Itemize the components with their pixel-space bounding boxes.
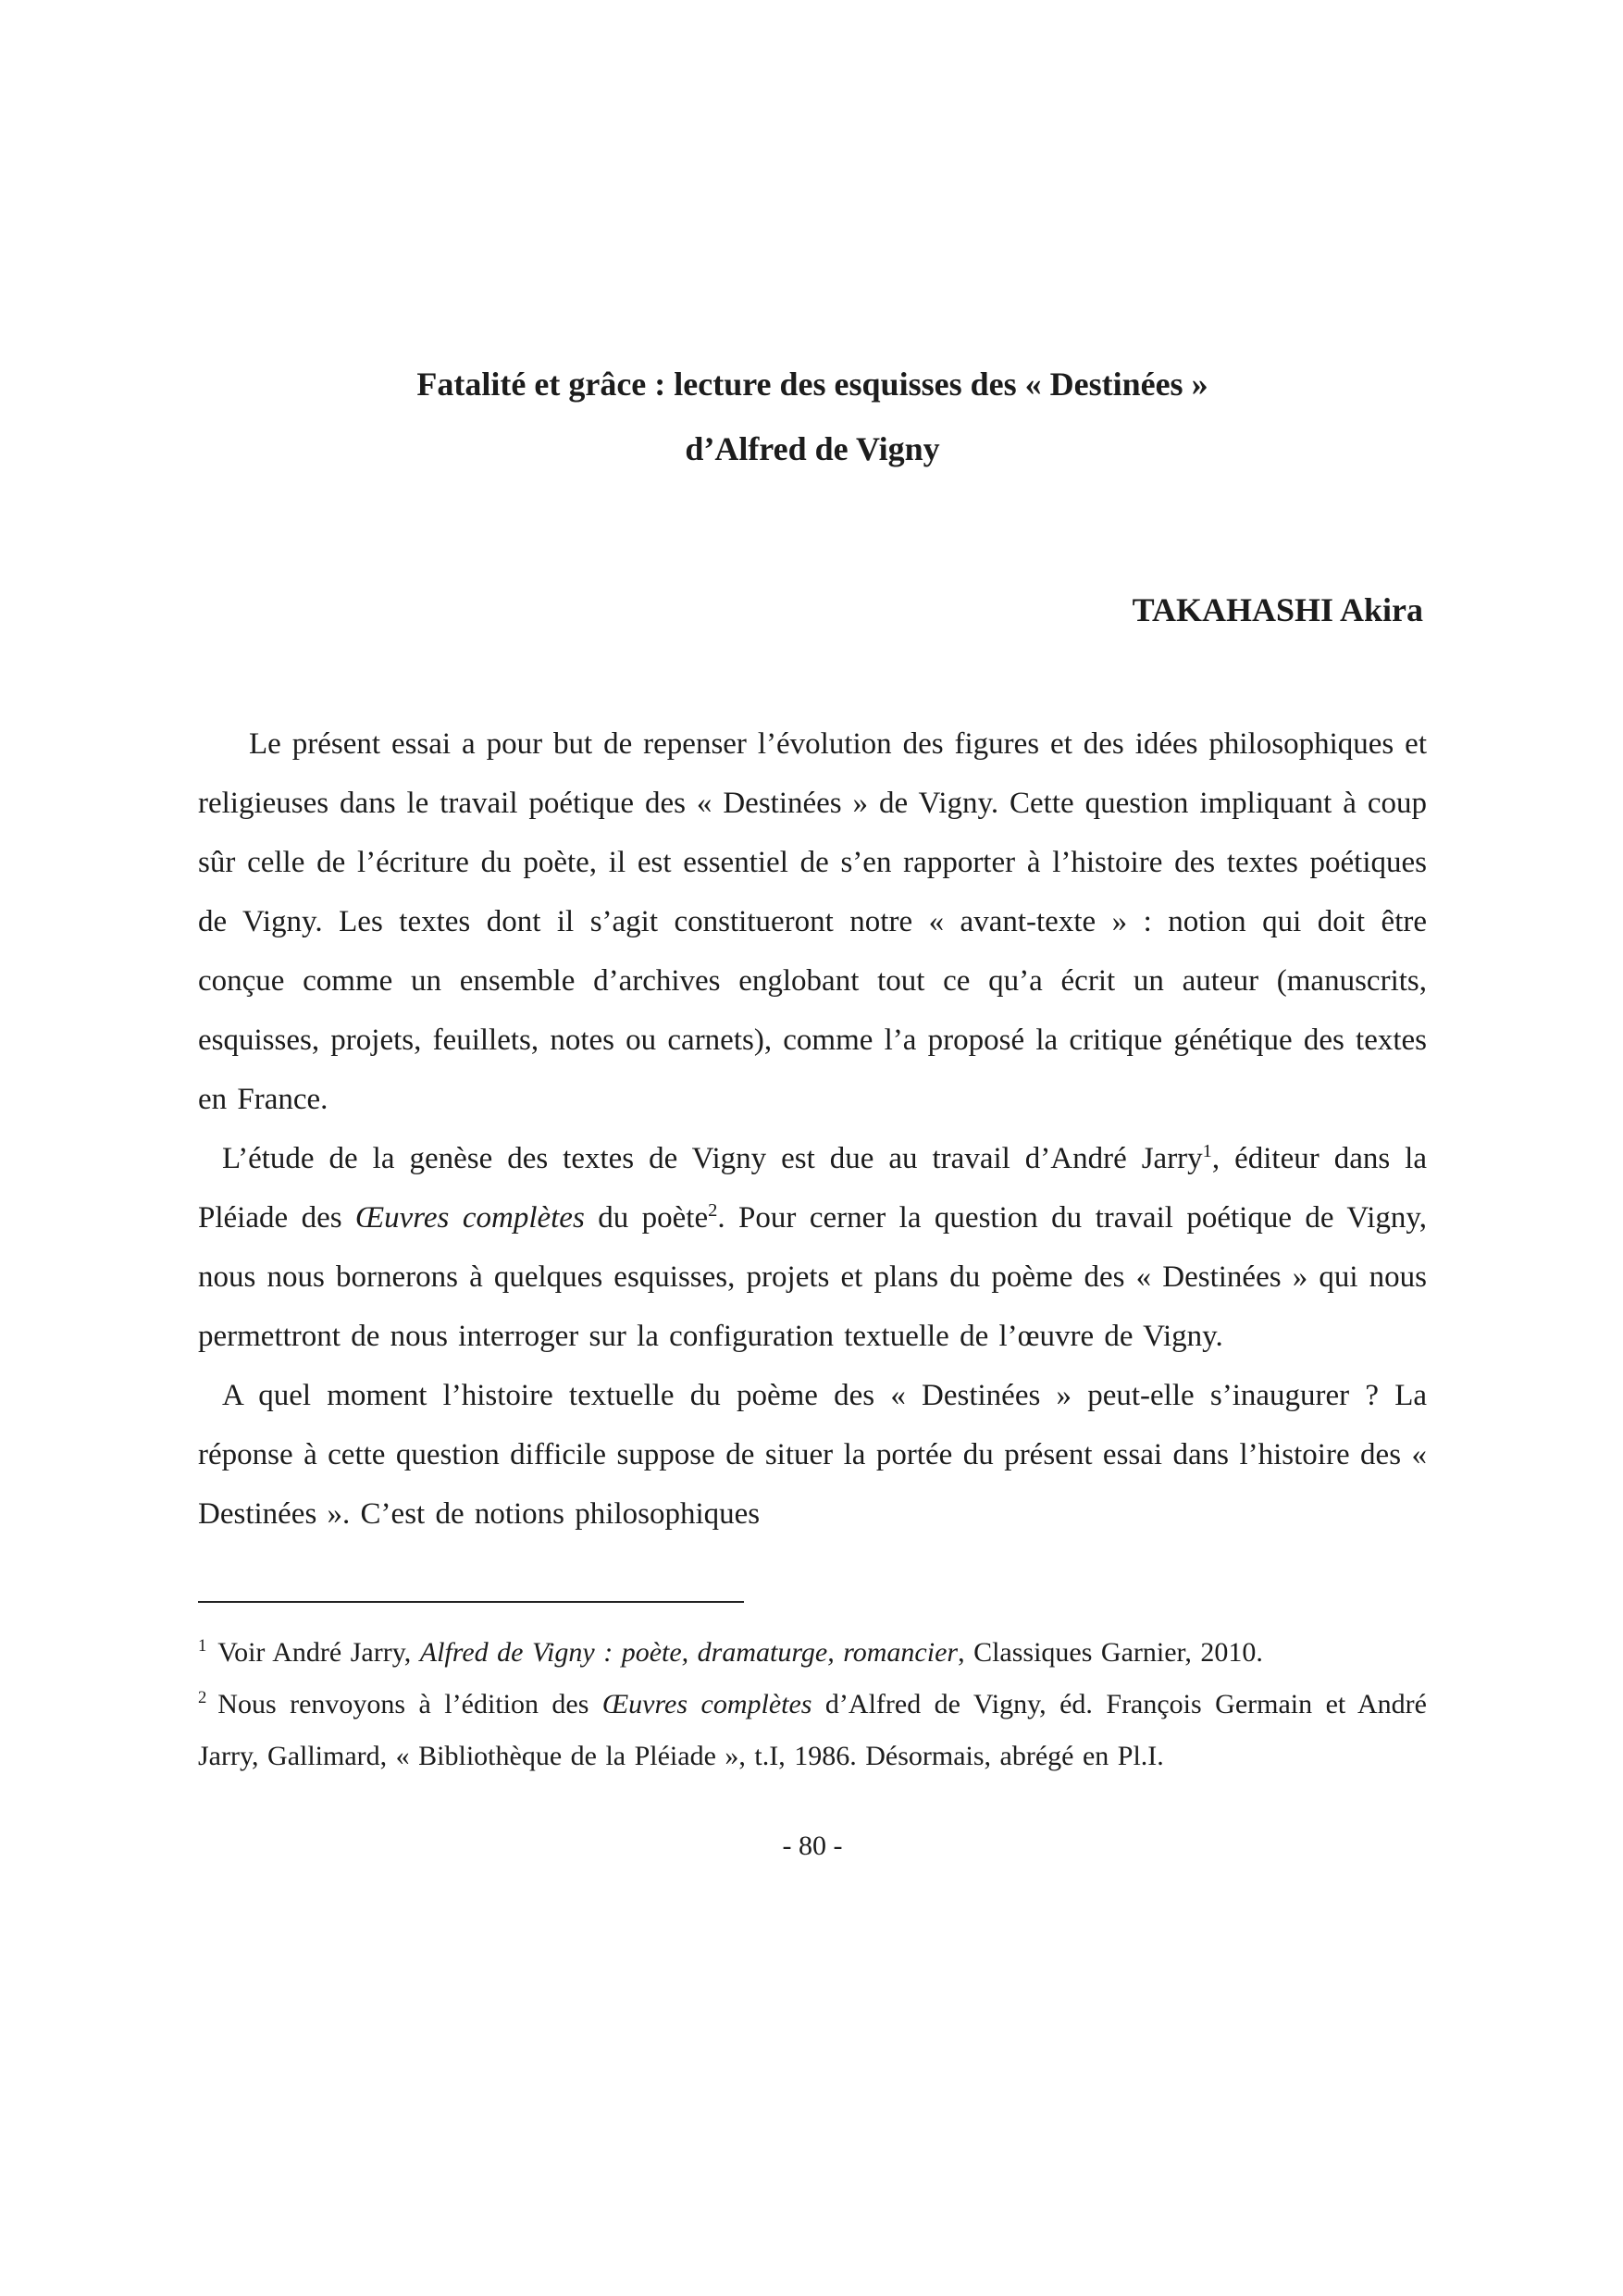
- title-line-2: d’Alfred de Vigny: [685, 430, 940, 467]
- footnote-2-text: d’Alfred de Vigny, éd. François Germain et André Jarry, Gallimard, « Bibliothèque de la Pléiade », t.I, 1986. Désormais, abrégé en Pl.I.: [198, 1689, 1427, 1771]
- paragraph-2-segment: . Pour cerner la question du travail poétique de Vigny, nous nous bornerons à quelques esquisses, projets et plans du poème des « Destinées » qui nous permettront de nous interroger sur la configuration textuelle de l’œuvre de Vigny.: [198, 1201, 1428, 1353]
- body-paragraph-3: [198, 1366, 1427, 1544]
- body-paragraph-2: [198, 1129, 1427, 1366]
- body-text: [198, 714, 1427, 1544]
- title-line-1: Fatalité et grâce : lecture des esquisses des « Destinées »: [416, 366, 1208, 403]
- paragraph-2-italic-title: Œuvres complètes: [355, 1201, 585, 1235]
- author-name: TAKAHASHI Akira: [1132, 591, 1423, 628]
- body-paragraph-1: [198, 714, 1427, 1129]
- footnote-1: [198, 1627, 1427, 1679]
- paragraph-3-text: A quel moment l’histoire textuelle du poème des « Destinées » peut-elle s’inaugurer ? La réponse à cette question difficile suppose de situer la portée du présent essai dans l’histoire des « Destinées ». C’est de notions philosophiques: [198, 1379, 1427, 1531]
- paragraph-2-segment: du poète: [584, 1201, 709, 1235]
- footnote-2-text: Nous renvoyons à l’édition des: [217, 1689, 602, 1719]
- footnotes-section: [198, 1627, 1427, 1782]
- page-title: [198, 352, 1427, 481]
- footnote-1-text: , Classiques Garnier, 2010.: [958, 1637, 1263, 1668]
- footnote-1-italic-title: Alfred de Vigny : poète, dramaturge, romancier: [419, 1637, 959, 1668]
- footnote-reference-1: 1: [1202, 1141, 1212, 1161]
- page-number: - 80 -: [782, 1831, 843, 1861]
- footnote-1-text: Voir André Jarry,: [217, 1637, 420, 1668]
- footnote-separator: [198, 1601, 744, 1603]
- footnote-reference-2: 2: [708, 1200, 718, 1221]
- paragraph-2-segment: L’étude de la genèse des textes de Vigny est due au travail d’André Jarry: [222, 1142, 1203, 1175]
- paragraph-1-text: Le présent essai a pour but de repenser l’évolution des figures et des idées philosophiques et religieuses dans le travail poétique des « Destinées » de Vigny. Cette question impliquant à coup sûr celle de l’écriture du poète, il est essentiel de s’en rapporter à l’histoire des textes poétiques de Vigny. Les textes dont il s’agit constitueront notre « avant-texte » : notion qui doit être conçue comme un ensemble d’archives englobant tout ce qu’a écrit un auteur (manuscrits, esquisses, projets, feuillets, notes ou carnets), comme l’a proposé la critique génétique des textes en France.: [198, 727, 1427, 1116]
- footnote-2: [198, 1679, 1427, 1782]
- footnote-1-marker: 1: [198, 1636, 207, 1656]
- paragraph-2-segment: , éditeur dans la Pléiade des: [198, 1142, 1427, 1235]
- footnote-2-marker: 2: [198, 1688, 207, 1707]
- footnote-2-italic-title: Œuvres complètes: [601, 1689, 812, 1719]
